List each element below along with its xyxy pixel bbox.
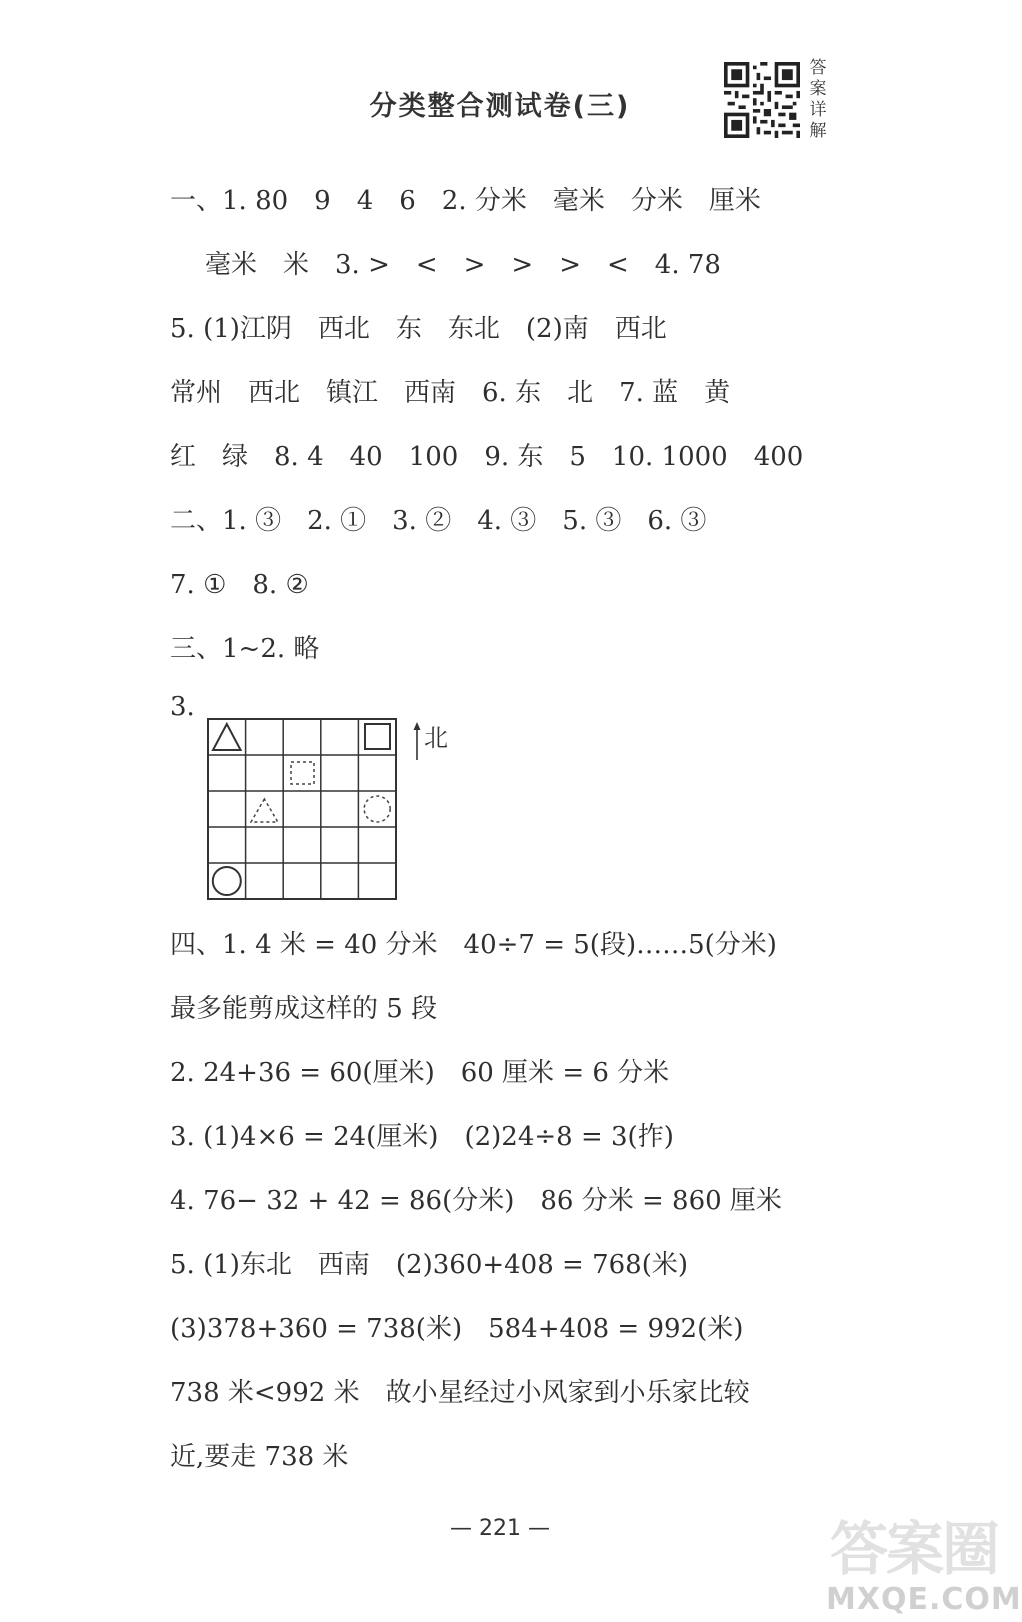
page-title: 分类整合测试卷(三) xyxy=(369,91,631,122)
answer-line: 四、1. 4 米 = 40 分米 40÷7 = 5(段)……5(分米) xyxy=(170,930,777,960)
circle-icon xyxy=(213,867,241,895)
qr-code-icon[interactable] xyxy=(724,62,800,138)
answer-line: 5. (1)东北 西南 (2)360+408 = 768(米) xyxy=(170,1250,688,1280)
square-icon xyxy=(365,724,390,749)
answer-line: 常州 西北 镇江 西南 6. 东 北 7. 蓝 黄 xyxy=(170,378,731,408)
answer-line: 7. ① 8. ② xyxy=(170,570,309,600)
answer-line: 738 米<992 米 故小星经过小风家到小乐家比较 xyxy=(170,1378,750,1408)
answer-line: (3)378+360 = 738(米) 584+408 = 992(米) xyxy=(170,1314,744,1344)
qr-caption: 答案详解 xyxy=(809,58,827,141)
answer-line: 2. 24+36 = 60(厘米) 60 厘米 = 6 分米 xyxy=(170,1058,670,1088)
answer-line: 4. 76− 32 + 42 = 86(分米) 86 分米 = 860 厘米 xyxy=(170,1186,782,1216)
answer-line: 二、1. ③ 2. ① 3. ② 4. ③ 5. ③ 6. ③ xyxy=(170,506,707,536)
north-label: 北 xyxy=(424,724,448,752)
answer-line: 红 绿 8. 4 40 100 9. 东 5 10. 1000 400 xyxy=(170,442,804,472)
dashed-circle-icon xyxy=(364,796,390,822)
page-number: — 221 — xyxy=(450,1516,550,1541)
dashed-square-icon xyxy=(291,762,314,784)
answer-line: 一、1. 80 9 4 6 2. 分米 毫米 分米 厘米 xyxy=(170,186,761,216)
watermark-logo: 答案圈 xyxy=(830,1515,999,1583)
answer-line: 最多能剪成这样的 5 段 xyxy=(170,994,438,1024)
triangle-icon xyxy=(213,724,241,750)
dashed-triangle-icon xyxy=(251,799,278,822)
watermark-url: MXQE.COM xyxy=(826,1582,1022,1617)
shape-grid-diagram xyxy=(207,718,397,900)
north-arrow-icon xyxy=(413,722,421,760)
answer-line: 近,要走 738 米 xyxy=(170,1442,349,1472)
answer-line: 5. (1)江阴 西北 东 东北 (2)南 西北 xyxy=(170,314,667,344)
answer-line: 三、1~2. 略 xyxy=(170,634,320,664)
answer-line: 3. (1)4×6 = 24(厘米) (2)24÷8 = 3(拃) xyxy=(170,1122,674,1152)
answer-line: 3. xyxy=(170,692,195,722)
answer-line: 毫米 米 3. > < > > > < 4. 78 xyxy=(205,250,721,280)
